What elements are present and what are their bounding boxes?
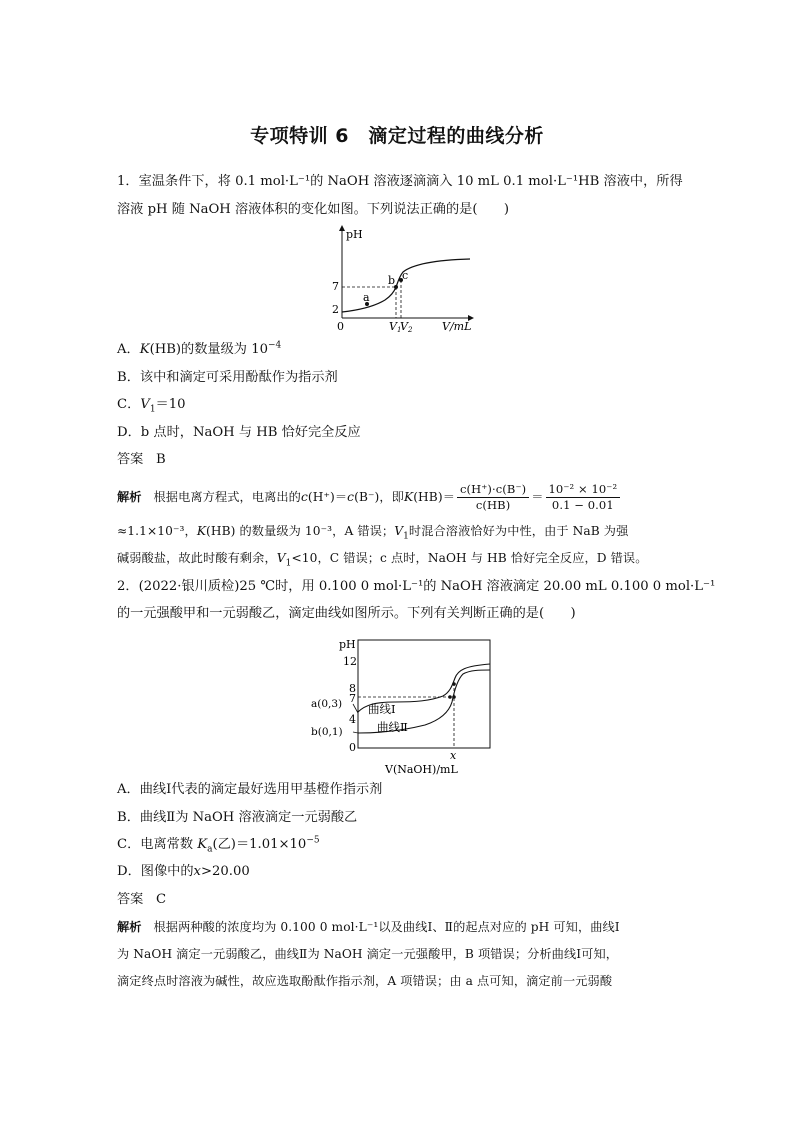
q1-explanation-line3: 碱弱酸盐，故此时酸有剩余，$V_1<10$，C 错误；c 点时，NaOH 与 HB 恰好完全反应，D 错误。 (117, 551, 648, 569)
q1-tick-2: 2 (332, 303, 339, 316)
q2-tick-4: 4 (349, 713, 356, 726)
q2-y-label: pH (339, 638, 356, 651)
q1-y-label: pH (346, 228, 363, 241)
q1-stem-line1: 1．室温条件下，将 0.1 mol·L⁻¹的 NaOH 溶液逐滴滴入 10 mL 0.1 mol·L⁻¹HB 溶液中，所得 (117, 174, 683, 189)
q2-tick-7: 7 (349, 692, 356, 705)
q2-stem-line2: 的一元强酸甲和一元弱酸乙，滴定曲线如图所示。下列有关判断正确的是( ) (117, 606, 576, 621)
q2-leader-b (353, 732, 358, 733)
q1-fraction-2: $\frac{\text{10⁻² × 10⁻²}}{0.1 - 0.01}$ (546, 482, 621, 513)
page-title: 专项特训 6 滴定过程的曲线分析 (250, 125, 544, 147)
q1-option-d: D．b 点时，NaOH 与 HB 恰好完全反应 (117, 425, 361, 440)
q2-x-label: V(NaOH)/mL (385, 763, 458, 776)
q1-fraction-1: $\frac{c(H^+)\cdot c(B^-)}{c(HB)}$ (457, 482, 529, 513)
q2-answer: 答案 C (117, 892, 167, 907)
q2-explanation-line3: 滴定终点时溶液为碱性，故应选取酚酞作指示剂，A 项错误；由 a 点可知，滴定前一元弱酸 (117, 974, 613, 988)
q1-answer: 答案 B (117, 452, 166, 467)
q1-stem-line2: 溶液 pH 随 NaOH 溶液体积的变化如图。下列说法正确的是( ) (117, 202, 510, 217)
q2-x-tick: x (450, 749, 457, 762)
q2-option-d: D．图像中的x>20.00 (117, 864, 250, 879)
q1-label-c: c (402, 269, 409, 282)
q1-curve (342, 259, 470, 312)
q1-label-b: b (388, 274, 396, 287)
q2-option-b: B．曲线Ⅱ为 NaOH 溶液滴定一元弱酸乙 (117, 810, 358, 825)
q1-option-a: A．K(HB)的数量级为 $10^{-4}$ (117, 340, 282, 357)
q2-chart (305, 630, 495, 778)
q1-option-c: C．$V_1=10$ (117, 397, 186, 415)
q1-v2-label: V2 (400, 320, 413, 334)
q2-label-a: a(0,3) (311, 698, 343, 710)
q2-stem-line1: 2．(2022·银川质检)25 ℃时，用 0.100 0 mol·L⁻¹的 NaOH 溶液滴定 20.00 mL 0.100 0 mol·L⁻¹ (117, 579, 716, 594)
q2-leader-a (353, 704, 358, 713)
q1-explanation-line1: 解析 根据电离方程式，电离出的c(H⁺)＝c(B⁻)，即K(HB)＝ $\frac{c(H^+)\cdot c(B^-)}{c(HB)}$ ＝ $\frac{\text{10⁻² × 10⁻²}}{0.1 - 0.01}$ (117, 482, 682, 513)
q2-tick-12: 12 (343, 655, 357, 668)
q1-chart (325, 222, 485, 337)
q2-tick-8: 8 (349, 682, 356, 695)
q1-origin: 0 (337, 320, 344, 333)
q2-label-b: b(0,1) (311, 726, 343, 738)
q1-v1-label: V1 (389, 320, 402, 334)
q2-option-a: A．曲线Ⅰ代表的滴定最好选用甲基橙作指示剂 (117, 782, 383, 797)
q2-point-2 (448, 695, 452, 699)
q2-option-c: C．电离常数 $K_a$(乙)$=1.01\times 10^{-5}$ (117, 835, 320, 855)
q1-option-b: B．该中和滴定可采用酚酞作为指示剂 (117, 370, 338, 385)
q2-curve1-label: 曲线Ⅰ (368, 702, 396, 716)
q2-curve2-label: 曲线Ⅱ (377, 720, 408, 734)
q1-tick-7: 7 (332, 280, 339, 293)
q1-explanation-line2: ≈1.1×10⁻³，K(HB) 的数量级为 10⁻³，A 错误；$V_1$时混合溶液恰好为中性，由于 NaB 为强 (117, 524, 629, 542)
q2-tick-0: 0 (349, 741, 356, 754)
q1-label-a: a (363, 291, 370, 304)
q2-point-3 (452, 695, 456, 699)
q2-point-1 (452, 682, 456, 686)
q2-explanation-line2: 为 NaOH 滴定一元弱酸乙，曲线Ⅱ为 NaOH 滴定一元强酸甲，B 项错误；分析曲线Ⅰ可知， (117, 947, 619, 961)
q2-explanation-line1: 解析 根据两种酸的浓度均为 0.100 0 mol·L⁻¹以及曲线Ⅰ、Ⅱ的起点对应的 pH 可知，曲线Ⅰ (117, 920, 620, 934)
q1-x-label: V/mL (442, 320, 472, 333)
